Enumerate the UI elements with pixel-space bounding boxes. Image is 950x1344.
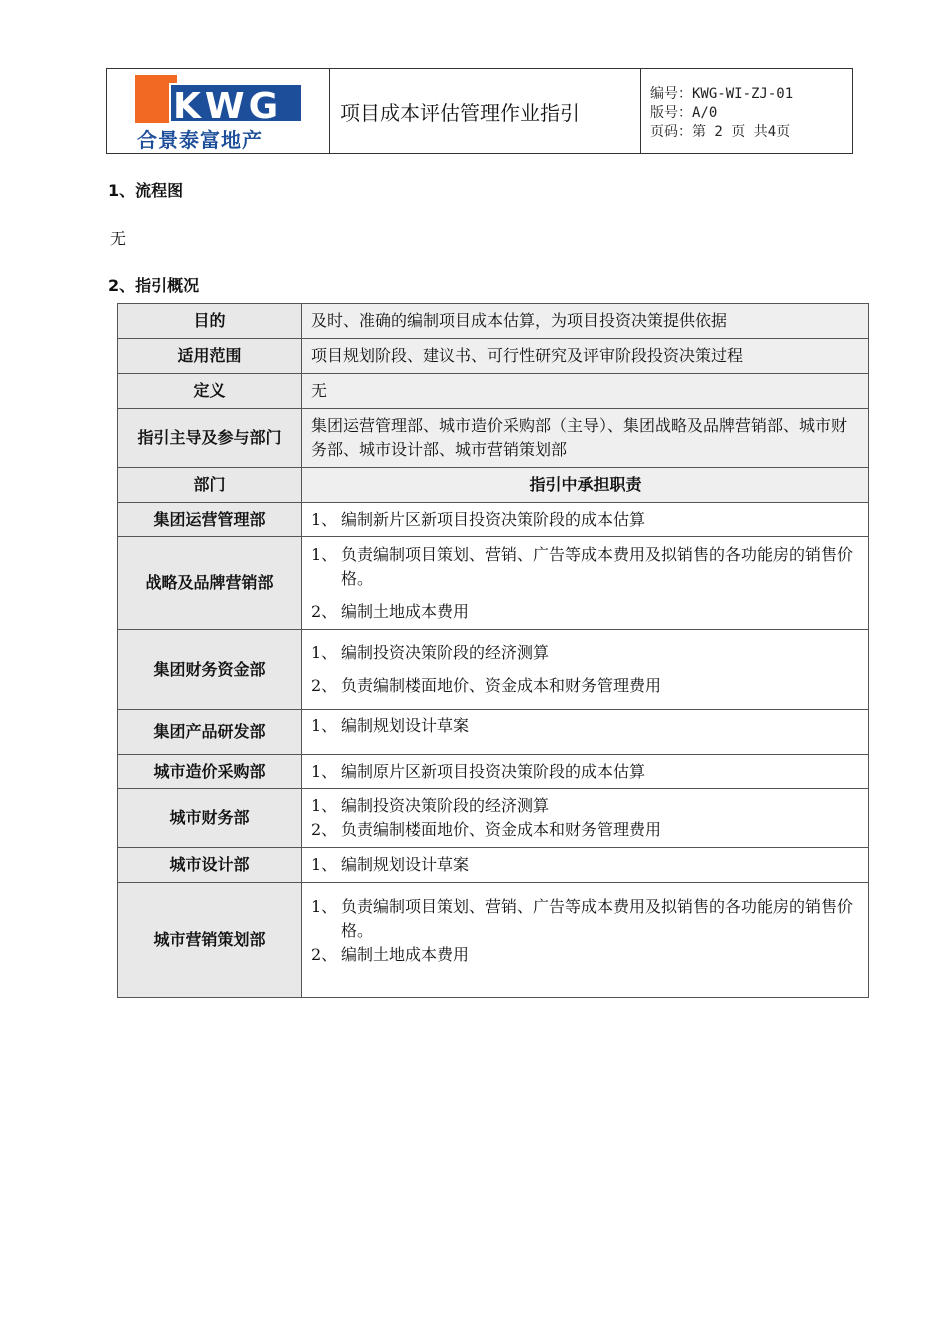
table-row (118, 883, 869, 998)
section-heading-flowchart: 1、流程图 (108, 181, 184, 200)
dept-name: 城市财务部 (118, 789, 302, 848)
purpose-value: 及时、准确的编制项目成本估算，为项目投资决策提供依据 (302, 304, 869, 339)
table-row (118, 630, 869, 710)
duty-item: 1、 编制新片区新项目投资决策阶段的成本估算 (311, 509, 646, 529)
table-row (118, 755, 869, 789)
kwg-logo (135, 75, 301, 151)
logo-cell (107, 69, 330, 153)
departments-label: 指引主导及参与部门 (118, 409, 302, 468)
dept-name: 城市设计部 (118, 848, 302, 883)
departments-value: 集团运营管理部、城市造价采购部（主导）、集团战略及品牌营销部、城市财务部、城市设计部、城市营销策划部 (302, 409, 869, 468)
scope-label: 适用范围 (118, 339, 302, 374)
dept-name: 集团财务资金部 (118, 630, 302, 710)
table-row (118, 710, 869, 755)
flowchart-content: 无 (110, 229, 127, 248)
duty-item: 1、 编制规划设计草案 (311, 716, 470, 735)
duty-cell (302, 630, 869, 710)
col-dept-header: 部门 (118, 468, 302, 503)
doc-page: 页码：第 2 页 共4页 (650, 124, 791, 140)
definition-value: 无 (302, 374, 869, 409)
dept-name: 集团产品研发部 (118, 710, 302, 755)
table-row (118, 848, 869, 883)
document-header (106, 68, 853, 154)
dept-name: 集团运营管理部 (118, 503, 302, 537)
col-duty-header: 指引中承担职责 (302, 468, 869, 503)
duty-item: 2、 编制土地成本费用 (311, 945, 470, 964)
svg-text:KWG: KWG (173, 86, 283, 127)
doc-code: 编号：KWG-WI-ZJ-01 (650, 86, 794, 102)
duty-cell (302, 848, 869, 883)
overview-table (117, 303, 869, 998)
document-meta (641, 69, 852, 153)
table-row (118, 789, 869, 848)
duty-cell (302, 755, 869, 789)
duty-cell (302, 789, 869, 848)
purpose-label: 目的 (118, 304, 302, 339)
duty-item: 2、 编制土地成本费用 (311, 601, 470, 621)
duty-item: 2、 负责编制楼面地价、资金成本和财务管理费用 (311, 820, 662, 839)
table-row (118, 537, 869, 630)
table-row (118, 374, 869, 409)
duty-item: 2、 负责编制楼面地价、资金成本和财务管理费用 (311, 676, 662, 695)
scope-value: 项目规划阶段、建议书、可行性研究及评审阶段投资决策过程 (302, 339, 869, 374)
table-row (118, 339, 869, 374)
duty-cell (302, 503, 869, 537)
duty-item: 1、 编制规划设计草案 (311, 855, 470, 874)
doc-version: 版号：A/0 (650, 105, 718, 121)
definition-label: 定义 (118, 374, 302, 409)
duty-item: 1、 编制原片区新项目投资决策阶段的成本估算 (311, 761, 646, 781)
svg-text:合景泰富地产: 合景泰富地产 (137, 128, 263, 151)
duty-cell (302, 883, 869, 998)
dept-name: 城市营销策划部 (118, 883, 302, 998)
table-row (118, 468, 869, 503)
document-title: 项目成本评估管理作业指引 (330, 69, 641, 153)
table-row (118, 503, 869, 537)
duty-item: 1、 负责编制项目策划、营销、广告等成本费用及拟销售的各功能房的销售价格。 (311, 897, 854, 940)
duty-item: 1、 负责编制项目策划、营销、广告等成本费用及拟销售的各功能房的销售价格。 (311, 544, 854, 588)
dept-name: 城市造价采购部 (118, 755, 302, 789)
table-row (118, 304, 869, 339)
duty-item: 1、 编制投资决策阶段的经济测算 (311, 796, 550, 815)
section-heading-overview: 2、指引概况 (108, 276, 200, 295)
duty-cell (302, 710, 869, 755)
duty-item: 1、 编制投资决策阶段的经济测算 (311, 643, 550, 662)
duty-cell (302, 537, 869, 630)
dept-name: 战略及品牌营销部 (118, 537, 302, 630)
table-row (118, 409, 869, 468)
